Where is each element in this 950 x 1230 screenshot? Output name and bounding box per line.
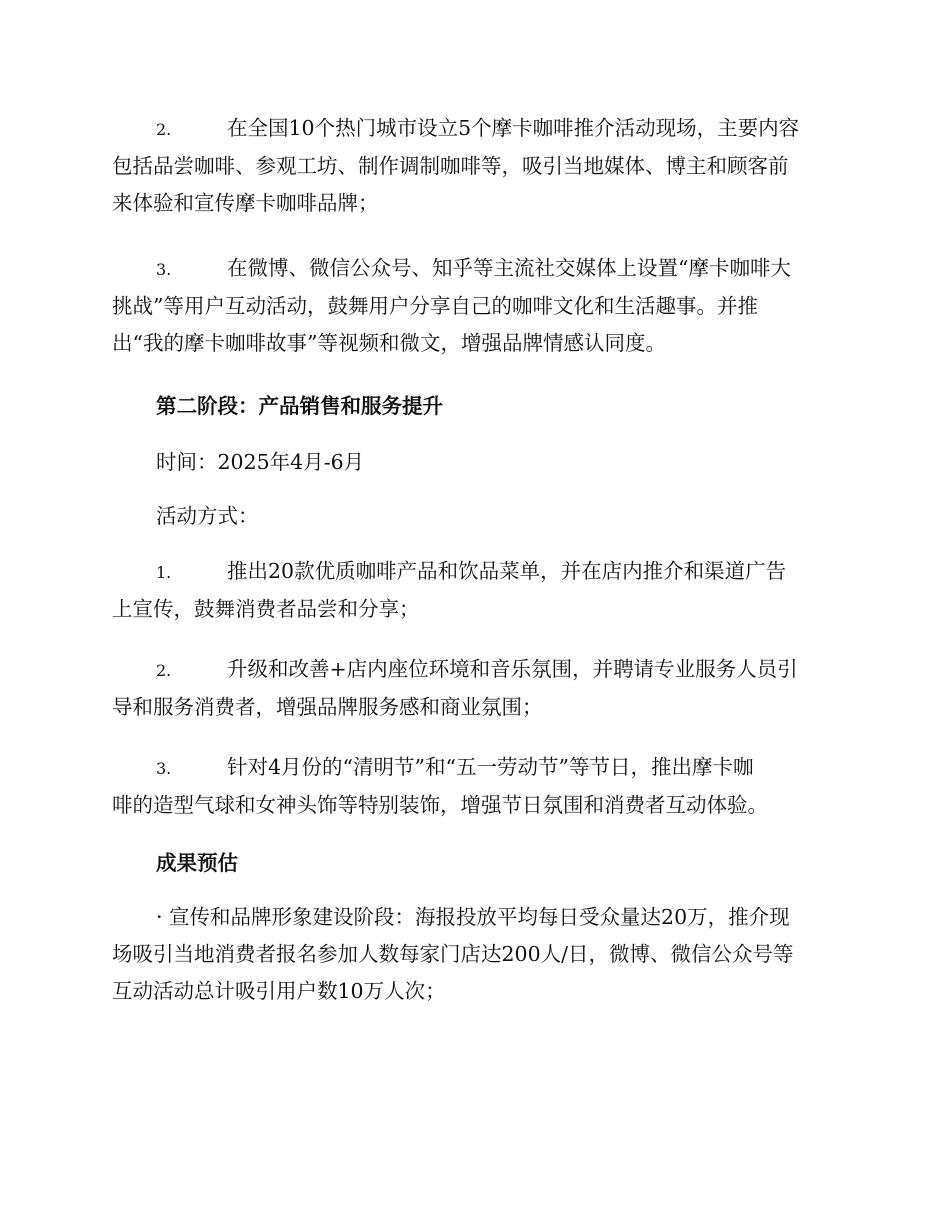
item-text-line: 出“我的摩卡咖啡故事”等视频和微文，增强品牌情感认同度。 (112, 331, 666, 355)
section-heading: 成果预估 (156, 851, 238, 875)
item-number: 3. (156, 759, 172, 778)
item-text-line: 针对4月份的“清明节”和“五一劳动节”等节日，推出摩卡咖 (227, 755, 754, 779)
item-number: 2. (156, 661, 172, 680)
item-text-line: 导和服务消费者，增强品牌服务感和商业氛围； (112, 695, 543, 719)
list-item (112, 250, 842, 362)
time-text: 时间：2025年4月-6月 (156, 450, 365, 474)
bullet-text-line: · 宣传和品牌形象建设阶段：海报投放平均每日受众量达20万，推介现 (156, 905, 790, 929)
item-text-line: 推出20款优质咖啡产品和饮品菜单，并在店内推介和渠道广告 (227, 559, 787, 583)
item-number: 2. (156, 120, 172, 139)
bullet-paragraph (112, 899, 842, 1010)
item-number: 3. (156, 260, 172, 279)
item-text-line: 啡的造型气球和女神头饰等特别装饰，增强节日氛围和消费者互动体验。 (112, 793, 768, 817)
list-item (112, 553, 842, 628)
list-item (112, 749, 842, 824)
item-text-line: 上宣传，鼓舞消费者品尝和分享； (112, 597, 420, 621)
method-label: 活动方式： (156, 504, 259, 528)
item-text-line: 在微博、微信公众号、知乎等主流社交媒体上设置“摩卡咖啡大 (227, 256, 791, 280)
list-item (112, 651, 842, 726)
section-heading: 第二阶段：产品销售和服务提升 (156, 394, 443, 418)
bullet-text-line: 场吸引当地消费者报名参加人数每家门店达200人/日，微博、微信公众号等 (112, 942, 794, 966)
item-text-line: 在全国10个热门城市设立5个摩卡咖啡推介活动现场，主要内容 (227, 116, 800, 140)
bullet-text-line: 互动活动总计吸引用户数10万人次； (112, 979, 446, 1003)
list-item (112, 110, 842, 222)
item-number: 1. (156, 563, 172, 582)
item-text-line: 包括品尝咖啡、参观工坊、制作调制咖啡等，吸引当地媒体、博主和顾客前 (112, 154, 789, 178)
item-text-line: 升级和改善+店内座位环境和音乐氛围，并聘请专业服务人员引 (227, 657, 798, 681)
item-text-line: 来体验和宣传摩卡咖啡品牌； (112, 191, 379, 215)
item-text-line: 挑战”等用户互动活动，鼓舞用户分享自己的咖啡文化和生活趣事。并推 (112, 294, 758, 318)
